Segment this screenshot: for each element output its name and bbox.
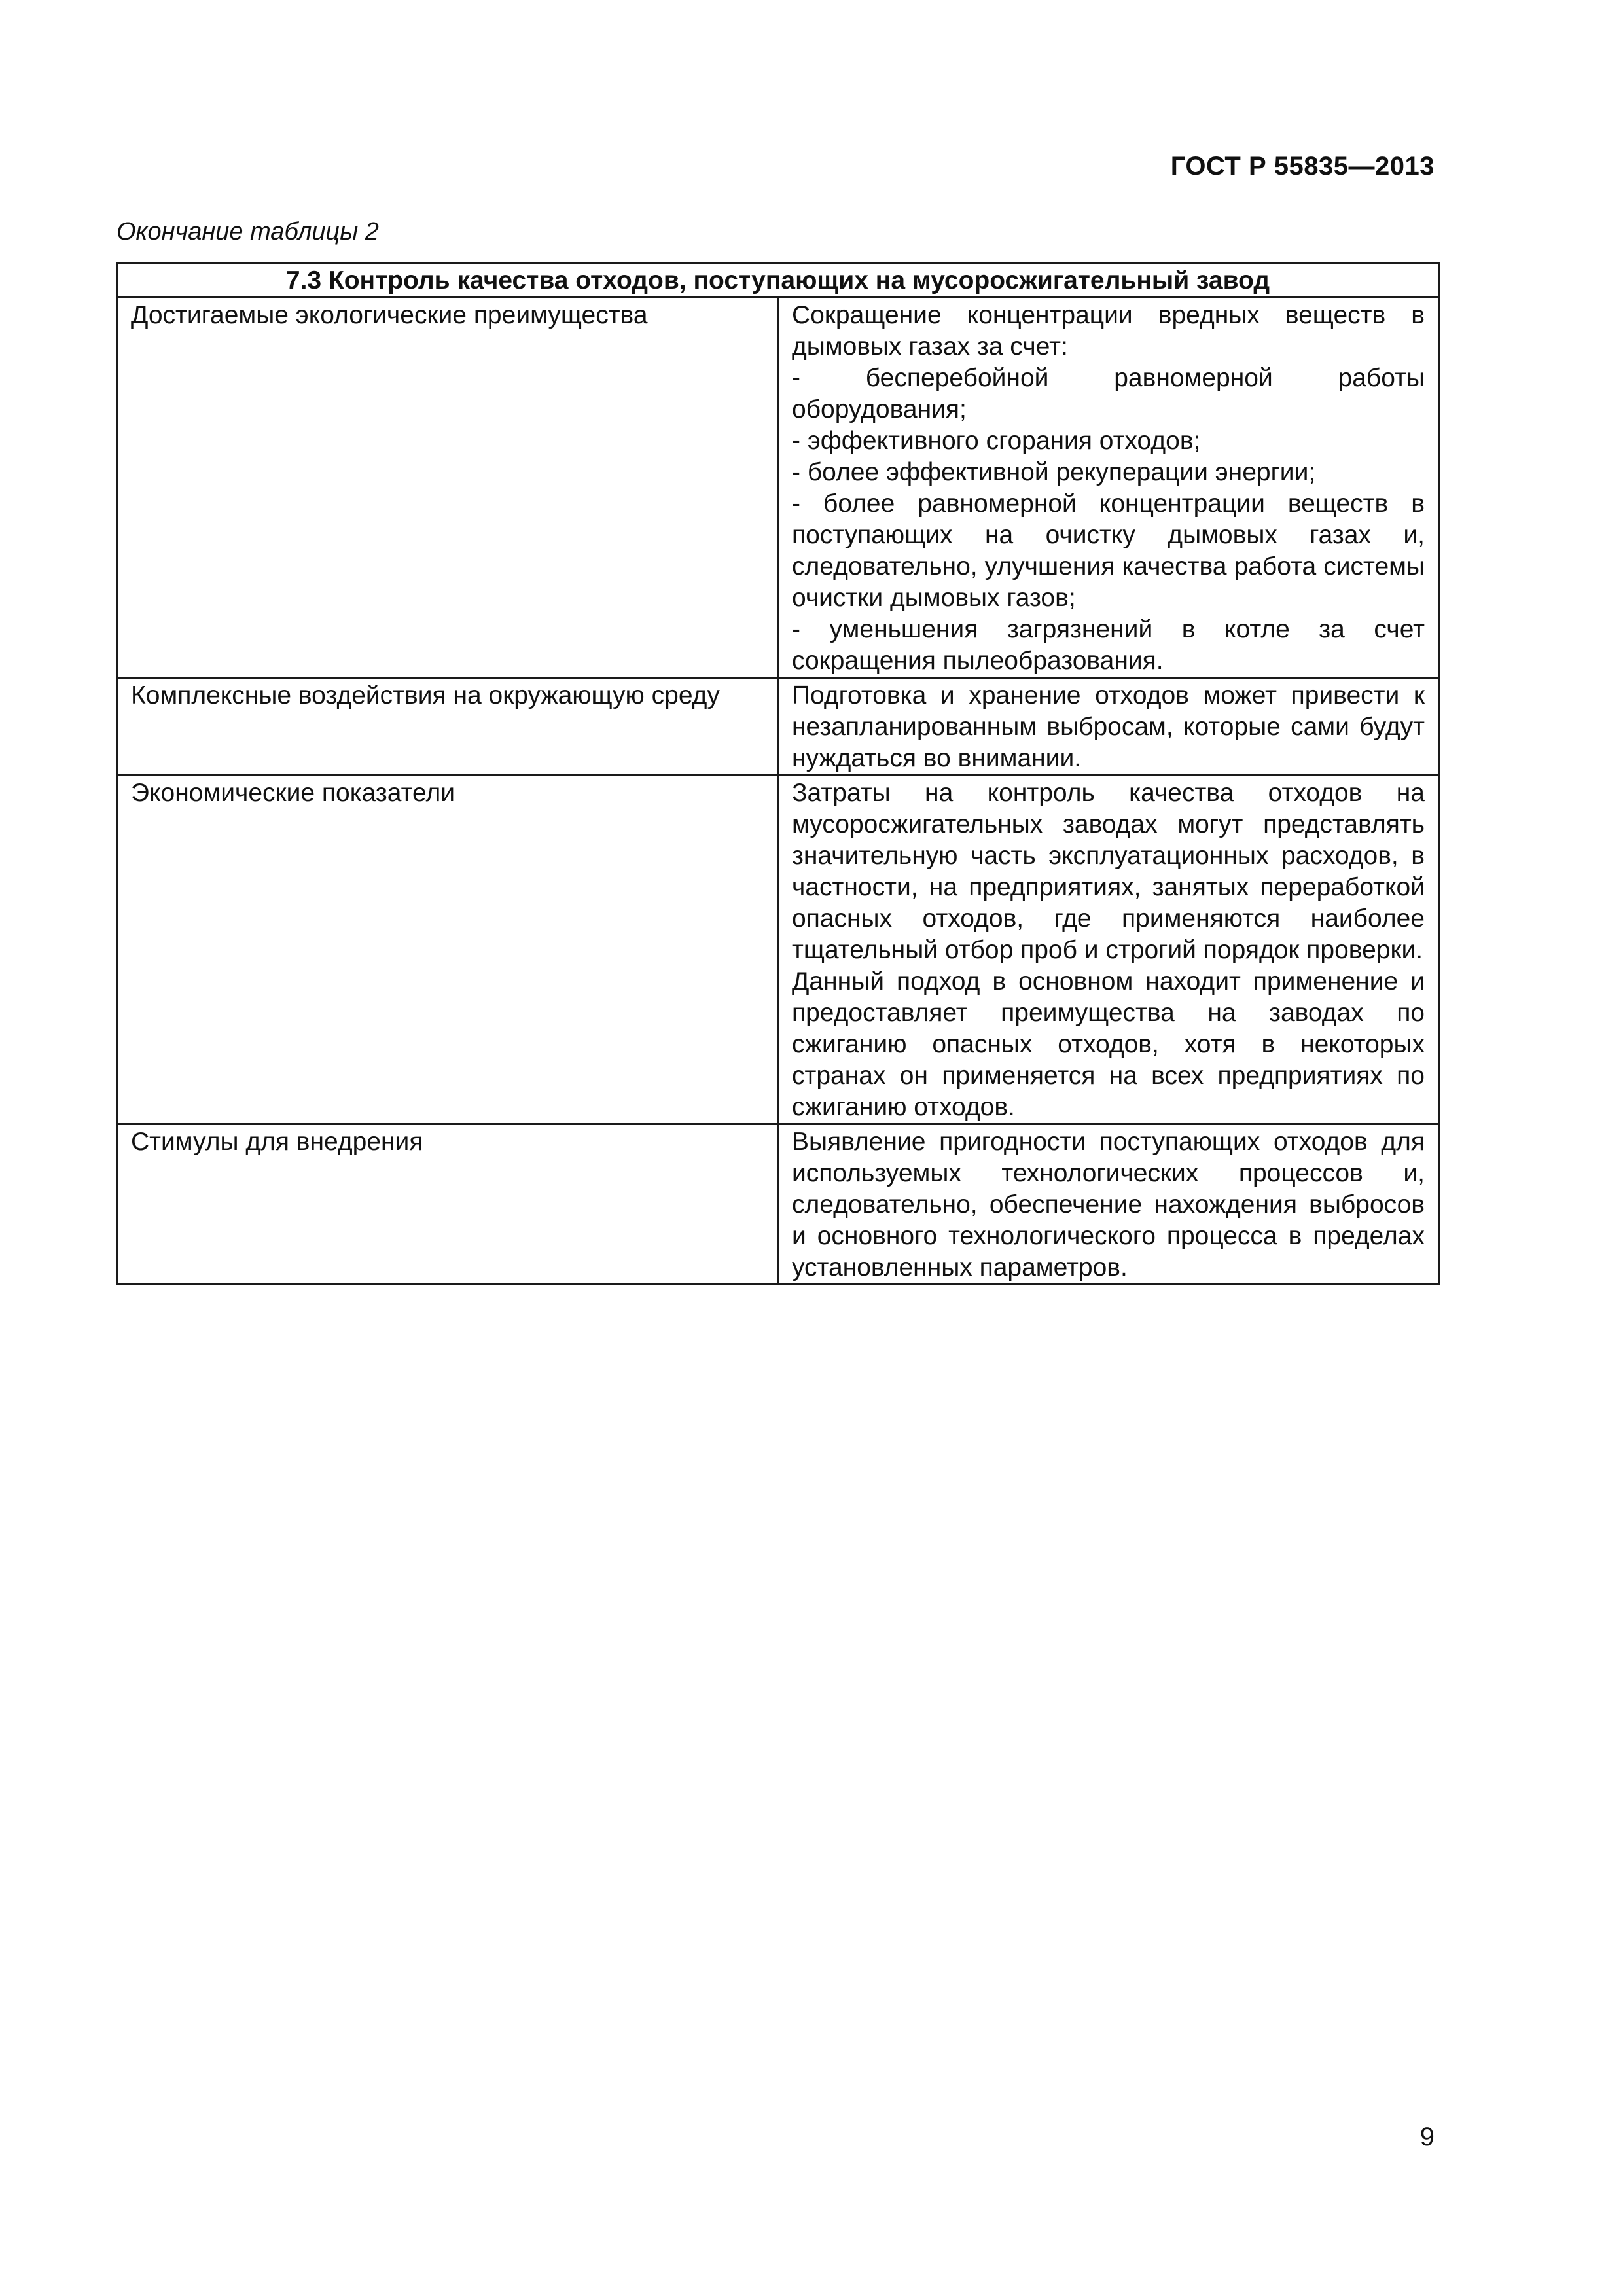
table-row — [117, 1124, 1439, 1285]
measures-table — [116, 262, 1440, 1285]
row-label: Достигаемые экологические преимущества — [117, 298, 778, 678]
description-paragraph: Подготовка и хранение отходов может привести к незапланированным выбросам, которые сами будут нуждаться во внимании. — [792, 681, 1425, 772]
row-description — [778, 678, 1439, 776]
row-description — [778, 298, 1439, 678]
description-paragraph: Выявление пригодности поступающих отходов для используемых технологических процессов и, следовательно, обеспечение нахождения выбросов и основного технологического процесса в пределах установленных параметров. — [792, 1128, 1425, 1282]
description-paragraph: Сокращение концентрации вредных веществ в дымовых газах за счет: — [792, 301, 1425, 361]
table-row — [117, 298, 1439, 678]
description-paragraph: - более равномерной концентрации веществ в поступающих на очистку дымовых газах и, следовательно, улучшения качества работа системы очистки дымовых газов; — [792, 490, 1425, 612]
description-paragraph: - уменьшения загрязнений в котле за счет сокращения пылеобразования. — [792, 615, 1425, 675]
description-paragraph: Данный подход в основном находит применение и предоставляет преимущества на заводах по сжиганию опасных отходов, хотя в некоторых странах он применяется на всех предприятиях по сжиганию отходов. — [792, 967, 1425, 1121]
row-description — [778, 776, 1439, 1124]
description-paragraph: - бесперебойной равномерной работы оборудования; — [792, 364, 1425, 423]
document-code: ГОСТ Р 55835—2013 — [1170, 152, 1435, 181]
table-header-row — [117, 263, 1439, 298]
page-number: 9 — [1419, 2123, 1435, 2151]
description-paragraph: - эффективного сгорания отходов; — [792, 427, 1201, 455]
row-label: Экономические показатели — [117, 776, 778, 1124]
table-caption: Окончание таблицы 2 — [116, 218, 379, 245]
row-label: Стимулы для внедрения — [117, 1124, 778, 1285]
table-row — [117, 776, 1439, 1124]
row-label: Комплексные воздействия на окружающую среду — [117, 678, 778, 776]
section-title: 7.3 Контроль качества отходов, поступающих на мусоросжигательный завод — [117, 263, 1439, 298]
table-row — [117, 678, 1439, 776]
row-description — [778, 1124, 1439, 1285]
description-paragraph: - более эффективной рекуперации энергии; — [792, 458, 1316, 486]
description-paragraph: Затраты на контроль качества отходов на мусоросжигательных заводах могут представлять значительную часть эксплуатационных расходов, в частности, на предприятиях, занятых переработкой опасных отходов, где применяются наиболее тщательный отбор проб и строгий порядок проверки. — [792, 779, 1425, 964]
